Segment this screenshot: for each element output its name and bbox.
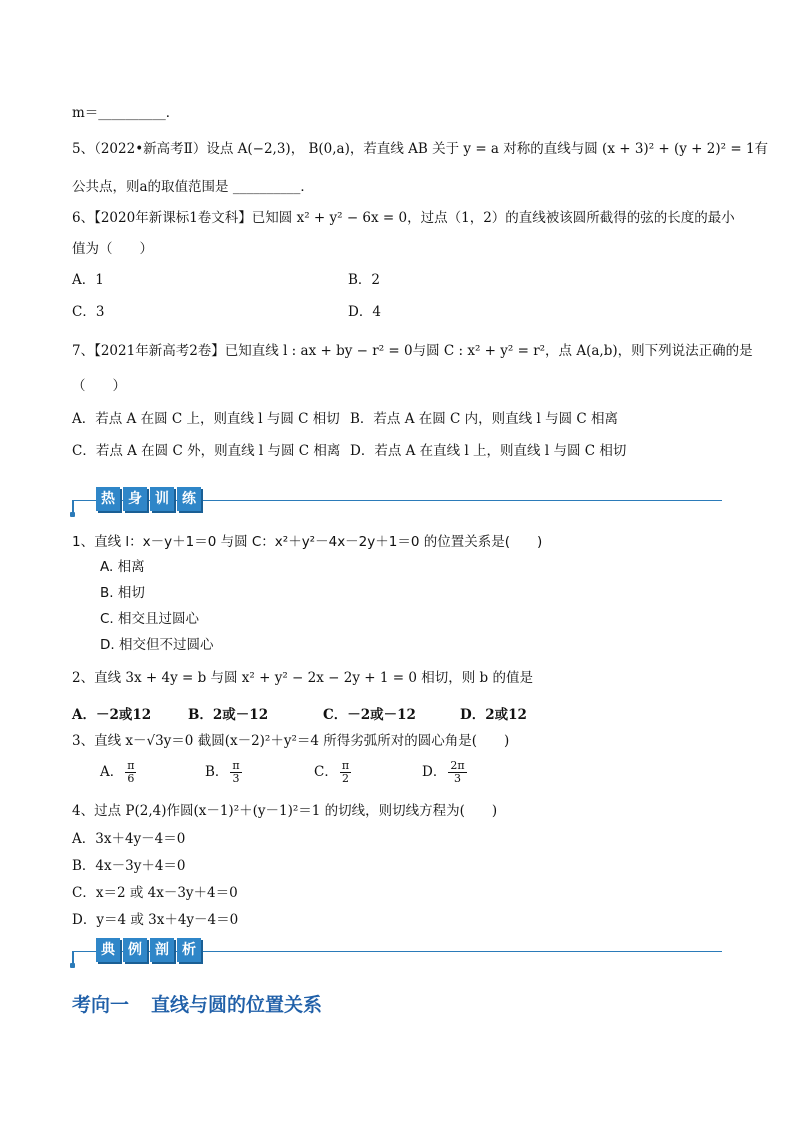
section-warmup-char: 身 (123, 487, 147, 511)
warmup-4-option-c: C．x＝2 或 4x－3y＋4＝0 (72, 885, 238, 901)
warmup-3-option-c (314, 760, 353, 785)
question-7-line-2: （ ） (72, 378, 126, 394)
heading-title: 直线与圆的位置关系 (151, 994, 323, 1016)
option-letter: C． (314, 764, 338, 780)
option-letter: D． (422, 764, 447, 780)
fraction-numerator: π (341, 759, 350, 772)
section-warmup-char: 热 (96, 487, 120, 511)
question-5-line-1: 5、（2022•新高考Ⅱ）设点 A(−2,3)， B(0,a)，若直线 AB 关于 y = a 对称的直线与圆 (x + 3)² + (y + 2)² = 1有 (72, 141, 769, 157)
fraction (340, 760, 351, 785)
fill-blank-line: m＝__________． (72, 105, 180, 121)
fraction-numerator: π (232, 759, 240, 772)
warmup-2-option-b: B．2或－12 (188, 707, 269, 723)
fraction-denominator: 3 (453, 772, 461, 785)
warmup-3-option-a (100, 760, 138, 785)
section-examples-char: 例 (123, 938, 147, 962)
section-examples-char: 析 (177, 938, 201, 962)
question-7-option-d: D．若点 A 在直线 l 上，则直线 l 与圆 C 相切 (350, 443, 627, 459)
fraction-numerator: π (127, 759, 135, 772)
warmup-2-line: 2、直线 3x + 4y = b 与圆 x² + y² − 2x − 2y + 1 = 0 相切，则 b 的值是 (72, 670, 533, 686)
fraction (448, 760, 466, 785)
section-examples-banner (72, 937, 722, 967)
warmup-4-line: 4、过点 P(2,4)作圆(x－1)²＋(y－1)²＝1 的切线，则切线方程为( ) (72, 803, 498, 819)
warmup-2-option-c: C．－2或－12 (323, 707, 416, 723)
warmup-3-option-b (205, 760, 244, 785)
section-examples-char: 典 (96, 938, 120, 962)
warmup-3-line: 3、直线 x－√3y＝0 截圆(x－2)²＋y²＝4 所得劣弧所对的圆心角是( ) (72, 733, 510, 749)
warmup-2-option-d: D．2或12 (460, 707, 527, 723)
fraction (125, 760, 136, 785)
fraction-denominator: 6 (127, 772, 135, 785)
section-warmup-char: 练 (177, 487, 201, 511)
fraction-numerator: 2π (450, 759, 465, 772)
warmup-1-option-a: A. 相离 (100, 559, 145, 575)
question-7-option-a: A．若点 A 在圆 C 上，则直线 l 与圆 C 相切 (72, 411, 340, 427)
warmup-1-line: 1、直线 l：x－y＋1＝0 与圆 C：x²＋y²－4x－2y＋1＝0 的位置关系是( ) (72, 534, 543, 550)
section-heading (72, 990, 322, 1017)
question-5-line-2: 公共点，则a的取值范围是 __________． (72, 179, 314, 195)
heading-label: 考向一 (72, 994, 130, 1016)
question-6-option-d: D．4 (348, 304, 381, 320)
option-letter: B． (205, 764, 229, 780)
question-6-line-2: 值为（ ） (72, 241, 153, 257)
option-letter: A． (100, 764, 124, 780)
section-examples-char: 剖 (150, 938, 174, 962)
question-7-option-c: C．若点 A 在圆 C 外，则直线 l 与圆 C 相离 (72, 443, 341, 459)
warmup-4-option-d: D．y＝4 或 3x＋4y－4＝0 (72, 912, 239, 928)
question-6-line-1: 6、【2020年新课标1卷文科】已知圆 x² + y² − 6x = 0，过点（1，2）的直线被该圆所截得的弦的长度的最小 (72, 210, 735, 226)
section-dot (70, 963, 75, 968)
question-7-line-1: 7、【2021年新高考2卷】已知直线 l : ax + by − r² = 0与圆 C : x² + y² = r²，点 A(a,b)，则下列说法正确的是 (72, 343, 753, 359)
warmup-1-option-b: B. 相切 (100, 585, 145, 601)
question-6-option-a: A．1 (72, 272, 104, 288)
section-dot (70, 512, 75, 517)
question-6-option-c: C．3 (72, 304, 105, 320)
question-7-option-b: B．若点 A 在圆 C 内，则直线 l 与圆 C 相离 (350, 411, 618, 427)
question-6-option-b: B．2 (348, 272, 381, 288)
warmup-1-option-c: C. 相交且过圆心 (100, 611, 200, 627)
warmup-4-option-a: A．3x＋4y－4＝0 (72, 831, 186, 847)
section-warmup-char: 训 (150, 487, 174, 511)
warmup-2-option-a: A．－2或12 (72, 707, 152, 723)
warmup-1-option-d: D. 相交但不过圆心 (100, 637, 214, 653)
fraction-denominator: 2 (341, 772, 349, 785)
section-warmup-banner (72, 486, 722, 516)
warmup-3-option-d (422, 760, 469, 785)
fraction (230, 760, 241, 785)
fraction-denominator: 3 (232, 772, 240, 785)
warmup-4-option-b: B．4x－3y＋4＝0 (72, 858, 186, 874)
